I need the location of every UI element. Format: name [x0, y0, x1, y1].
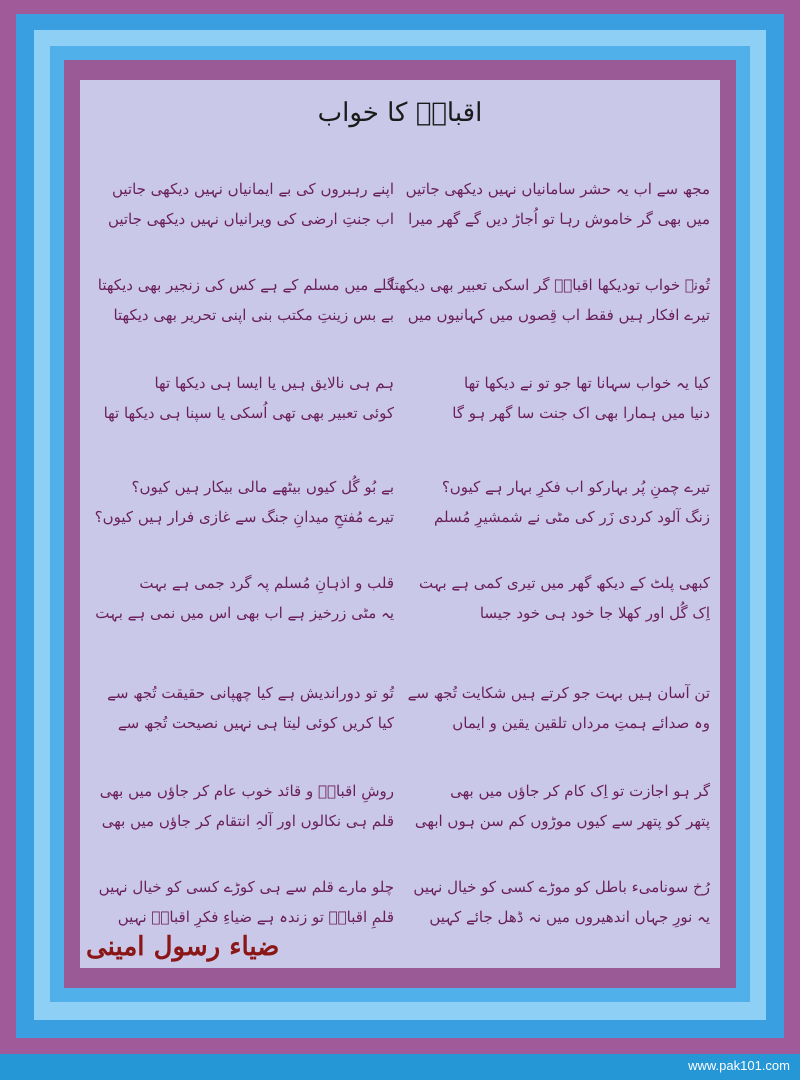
- verse-line: یہ مٹی زرخیز ہے اب بھی اس میں نمی ہے بہت: [95, 604, 394, 622]
- verse-line: یہ نورِ جہاں اندھیروں میں نہ ڈھل جائے کہیں: [429, 908, 710, 926]
- verse-line: چلو مارے قلم سے ہی کوڑے کسی کو خیال نہیں: [98, 878, 394, 896]
- stanza-5-left: [94, 568, 394, 628]
- verse-line: روشِ اقبالؒ و قائد خوب عام کر جاؤں میں بھی: [99, 782, 394, 800]
- verse-line: میں بھی گر خاموش رہا تو اُجاڑ دیں گے گھر میرا: [408, 210, 710, 228]
- verse-line: بے بُو گُل کیوں بیٹھے مالی بیکار ہیں کیوں؟: [131, 478, 394, 496]
- stanza-6-right: [407, 678, 710, 738]
- stanza-1-left: [94, 174, 394, 234]
- verse-line: قلمِ اقبالؒ تو زندہ ہے ضیاءِ فکرِ اقبالؒ نہیں: [117, 908, 394, 926]
- site-watermark: www.pak101.com: [688, 1058, 790, 1073]
- verse-line: تیرے افکار ہیں فقط اب قِصوں میں کہانیوں میں: [407, 306, 710, 324]
- verse-line: گر ہو اجازت تو اِک کام کر جاؤں میں بھی: [450, 782, 710, 800]
- verse-line: کوئی تعبیر بھی تھی اُسکی یا سپنا ہی دیکھا تھا: [103, 404, 394, 422]
- verse-line: رُخ سونامیء باطل کو موڑے کسی کو خیال نہیں: [413, 878, 710, 896]
- verse-line: گلے میں مسلم کے ہے کس کی زنجیر بھی دیکھتا: [97, 276, 394, 294]
- stanza-2-right: [390, 270, 710, 330]
- verse-line: دنیا میں ہمارا بھی اک جنت سا گھر ہو گا: [452, 404, 710, 422]
- verse-line: ہم ہی نالایق ہیں یا ایسا ہی دیکھا تھا: [154, 374, 394, 392]
- stanza-6-left: [94, 678, 394, 738]
- stanza-7-left: [94, 776, 394, 836]
- verse-line: کیا یہ خواب سہانا تھا جو تو نے دیکھا تھا: [464, 374, 710, 392]
- stanza-8-left: [94, 872, 394, 932]
- verse-line: پتھر کو پتھر سے کیوں موڑوں کم سن ہوں ابھی: [414, 812, 710, 830]
- verse-line: قلب و اذہانِ مُسلم پہ گرد جمی ہے بہت: [139, 574, 394, 592]
- verse-line: کبھی پلٹ کے دیکھ گھر میں تیری کمی ہے بہت: [418, 574, 710, 592]
- stanza-4-right: [410, 472, 710, 532]
- verse-line: تیرے مُفتحِ میدانِ جنگ سے غازی فرار ہیں کیوں؟: [94, 508, 394, 526]
- verse-line: وہ صدائے ہمتِ مرداں تلقین یقین و ایماں: [452, 714, 710, 732]
- verse-line: زنگ آلود کردی زَر کی مٹی نے شمشیرِ مُسلم: [434, 508, 710, 526]
- stanza-2-left: [94, 270, 394, 330]
- verse-line: قلم ہی نکالوں اور آلہِ انتقام کر جاؤں میں بھی: [101, 812, 394, 830]
- verse-line: اب جنتِ ارضی کی ویرانیاں نہیں دیکھی جاتیں: [107, 210, 394, 228]
- stanza-7-right: [410, 776, 710, 836]
- stanza-3-left: [94, 368, 394, 428]
- verse-line: مجھ سے اب یہ حشر سامانیاں نہیں دیکھی جاتیں: [405, 180, 710, 198]
- stanza-3-right: [410, 368, 710, 428]
- verse-line: اِک گُل اور کھلا جا خود ہی خود جیسا: [479, 604, 710, 622]
- stanza-8-right: [410, 872, 710, 932]
- stanza-4-left: [94, 472, 394, 532]
- verse-line: تیرے چمنِ پُر بہارکو اب فکرِ بہار ہے کیوں؟: [441, 478, 710, 496]
- stanza-1-right: [405, 174, 710, 234]
- verse-line: کیا کریں کوئی لیتا ہی نہیں نصیحت تُجھ سے: [117, 714, 394, 732]
- verse-line: اپنے رہبروں کی بے ایمانیاں نہیں دیکھی جاتیں: [111, 180, 394, 198]
- verse-line: تُو تو دوراندیش ہے کیا چھپانی حقیقت تُجھ سے: [107, 684, 394, 702]
- poet-signature: ضیاء رسول امینی: [86, 932, 280, 962]
- verse-line: تُونے خواب تودیکھا اقبالؒ گر اسکی تعبیر بھی دیکھتا: [390, 276, 710, 294]
- poem-title: اقبالؒ کا خواب: [317, 98, 483, 128]
- stanza-5-right: [410, 568, 710, 628]
- poem-paper: [80, 80, 720, 968]
- verse-line: بے بس زینتِ مکتب بنی اپنی تحریر بھی دیکھتا: [113, 306, 394, 324]
- verse-line: تن آسان ہیں بہت جو کرتے ہیں شکایت تُجھ سے: [407, 684, 710, 702]
